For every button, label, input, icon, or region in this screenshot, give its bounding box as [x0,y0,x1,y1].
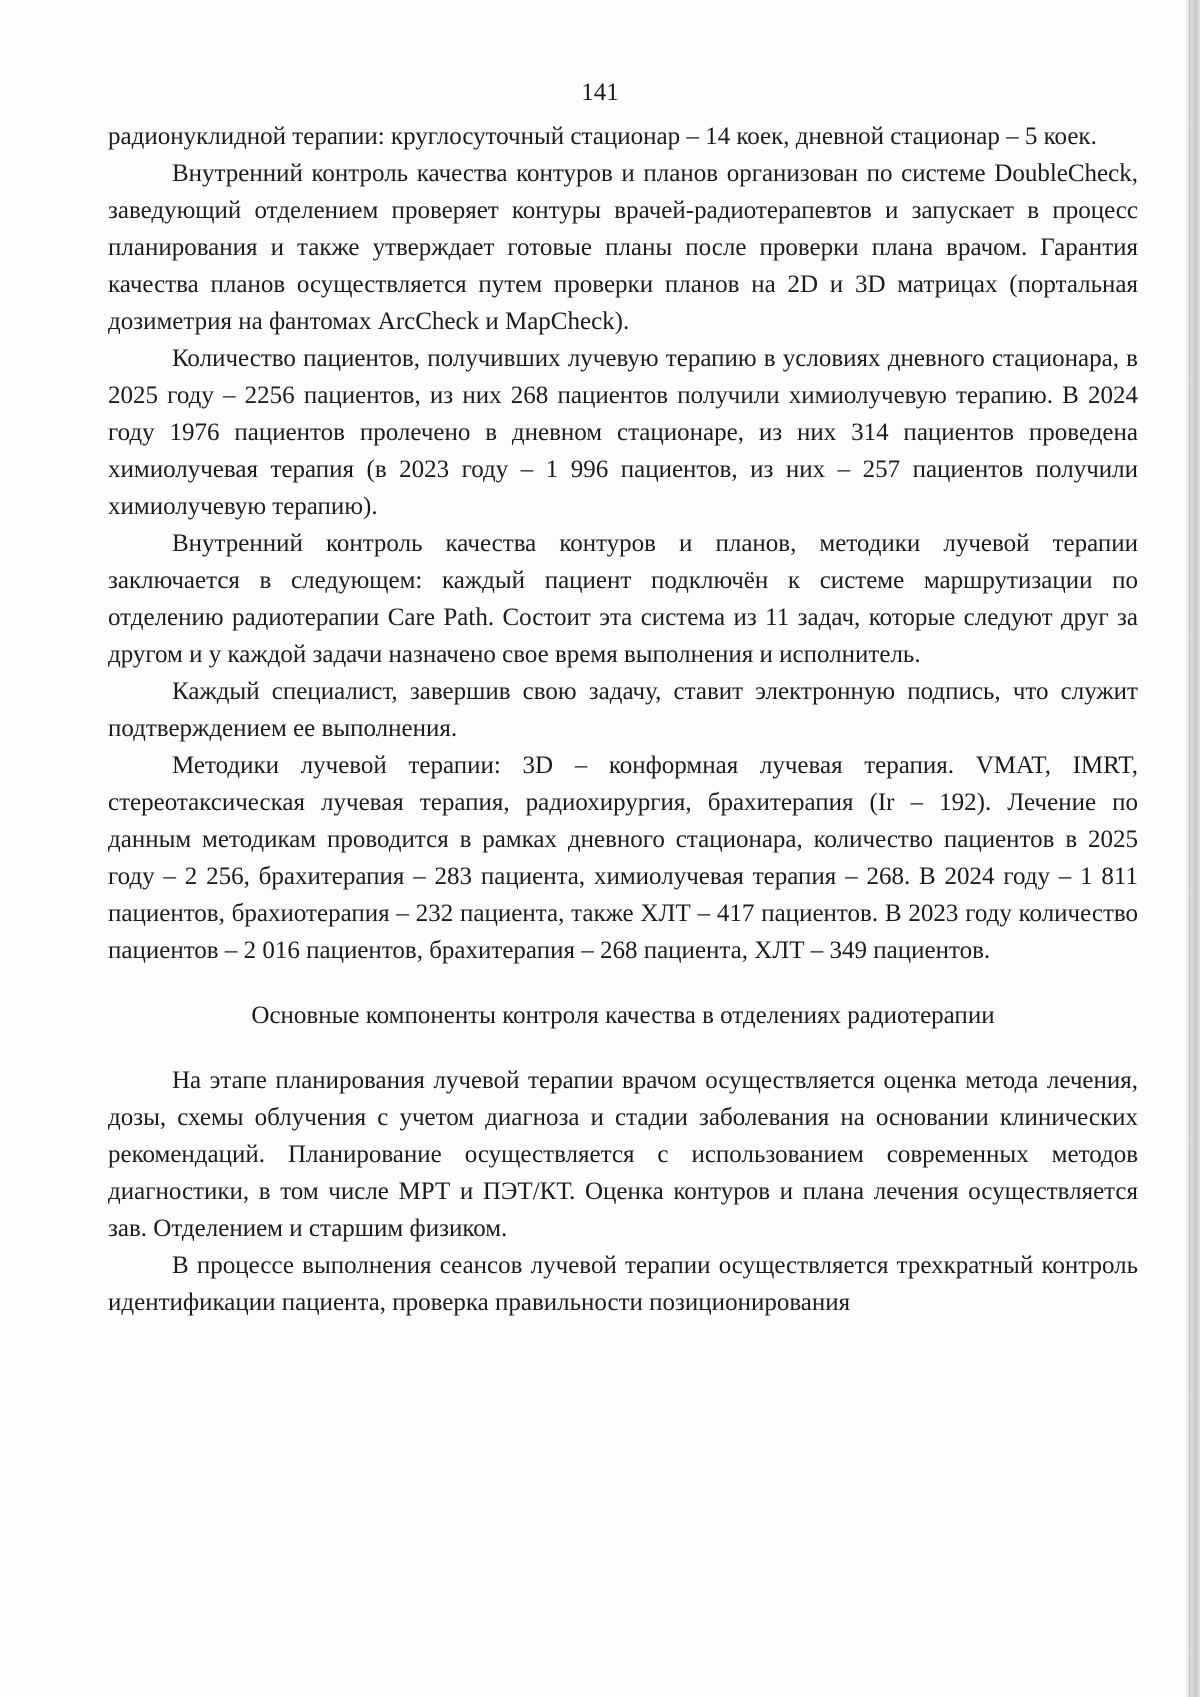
document-body [108,118,1138,1321]
paragraph-care-path: Внутренний контроль качества контуров и планов, методики лучевой терапии заключается в следующем: каждый пациент подключён к системе маршрутизации по отделению радиотерапии Care Path. Состоит эта система из 11 задач, которые следуют друг за другом и у каждой задачи назначено свое время выполнения и исполнитель. [108,530,1138,668]
paragraph-continuation: радионуклидной терапии: круглосуточный стационар – 14 коек, дневной стационар – 5 коек. [108,123,1097,150]
paragraph-methods: Методики лучевой терапии: 3D – конформная лучевая терапия. VMAT, IMRT, стереотаксическая лучевая терапия, радиохирургия, брахитерапия (Ir – 192). Лечение по данным методикам проводится в рамках дневного стационара, количество пациентов в 2025 году – 2 256, брахитерапия – 283 пациента, химиолучевая терапия – 268. В 2024 году – 1 811 пациентов, брахиотерапия – 232 пациента, также ХЛТ – 417 пациентов. В 2023 году количество пациентов – 2 016 пациентов, брахитерапия – 268 пациента, ХЛТ – 349 пациентов. [108,752,1138,964]
scan-edge-line [1189,0,1190,1697]
paragraph-sessions: В процессе выполнения сеансов лучевой терапии осуществляется трехкратный контроль идентификации пациента, проверка правильности позиционирования [108,1252,1138,1316]
paragraph-planning: На этапе планирования лучевой терапии врачом осуществляется оценка метода лечения, дозы, схемы облучения с учетом диагноза и стадии заболевания на основании клинических рекомендаций. Планирование осуществляется с использованием современных методов диагностики, в том числе МРТ и ПЭТ/КТ. Оценка контуров и плана лечения осуществляется зав. Отделением и старшим физиком. [108,1067,1138,1242]
paragraph-signature: Каждый специалист, завершив свою задачу, ставит электронную подпись, что служит подтверждением ее выполнения. [108,678,1138,742]
paragraph-doublecheck: Внутренний контроль качества контуров и планов организован по системе DoubleCheck, заведующий отделением проверяет контуры врачей-радиотерапевтов и запускает в процесс планирования и также утверждает готовые планы после проверки плана врачом. Гарантия качества планов осуществляется путем проверки планов на 2D и 3D матрицах (портальная дозиметрия на фантомах ArcCheck и MapCheck). [108,160,1138,335]
page-number: 141 [581,79,619,106]
paragraph-patient-counts: Количество пациентов, получивших лучевую терапию в условиях дневного стационара, в 2025 году – 2256 пациентов, из них 268 пациентов получили химиолучевую терапию. В 2024 году 1976 пациентов пролечено в дневном стационаре, из них 314 пациентов проведена химиолучевая терапия (в 2023 году – 1 996 пациентов, из них – 257 пациентов получили химиолучевую терапию). [108,345,1138,520]
section-heading: Основные компоненты контроля качества в отделениях радиотерапии [251,1002,995,1029]
